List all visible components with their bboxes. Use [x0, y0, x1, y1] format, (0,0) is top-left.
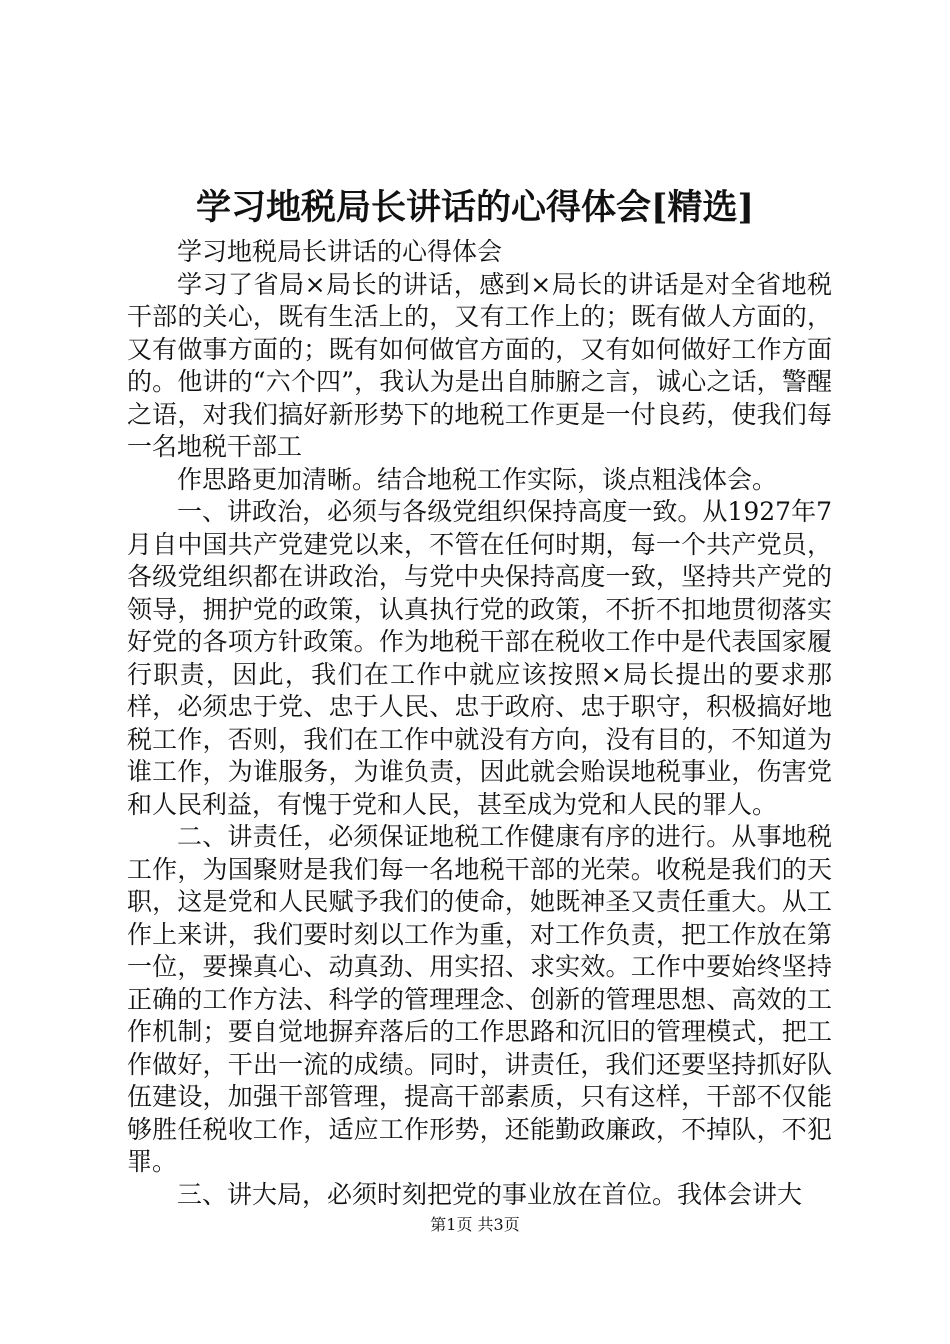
page-number-footer: 第1页 共3页	[430, 1215, 520, 1234]
paragraph-intro-continued: 作思路更加清晰。结合地税工作实际，谈点粗浅体会。	[177, 464, 778, 494]
document-body	[127, 236, 832, 1211]
document-title: 学习地税局长讲话的心得体会[精选]	[195, 187, 755, 228]
paragraph-politics: 一、讲政治，必须与各级党组织保持高度一致。从1927年7月自中国共产党建党以来，不管在任何时期，每一个共产党员，各级党组织都在讲政治，与党中央保持高度一致，坚持共产党的领导，拥护党的政策，认真执行党的政策，不折不扣地贯彻落实好党的各项方针政策。作为地税干部在税收工作中是代表国家履行职责，因此，我们在工作中就应该按照×局长提出的要求那样，必须忠于党、忠于人民、忠于政府、忠于职守，积极搞好地税工作，否则，我们在工作中就没有方向，没有目的，不知道为谁工作，为谁服务，为谁负责，因此就会贻误地税事业，伤害党和人民利益，有愧于党和人民，甚至成为党和人民的罪人。	[127, 497, 832, 819]
paragraph-subtitle: 学习地税局长讲话的心得体会	[177, 237, 503, 266]
paragraph-big-picture: 三、讲大局，必须时刻把党的事业放在首位。我体会讲大	[177, 1179, 803, 1209]
paragraph-intro: 学习了省局×局长的讲话，感到×局长的讲话是对全省地税干部的关心，既有生活上的，又有工作上的；既有做人方面的，又有做事方面的；既有如何做官方面的，又有如何做好工作方面的。他讲的“六个四”，我认为是出自肺腑之言，诚心之话，警醒之语，对我们搞好新形势下的地税工作更是一付良药，使我们每一名地税干部工	[127, 269, 832, 461]
paragraph-responsibility: 二、讲责任，必须保证地税工作健康有序的进行。从事地税工作，为国聚财是我们每一名地税干部的光荣。收税是我们的天职，这是党和人民赋予我们的使命，她既神圣又责任重大。从工作上来讲，我们要时刻以工作为重，对工作负责，把工作放在第一位，要操真心、动真劲、用实招、求实效。工作中要始终坚持正确的工作方法、科学的管理理念、创新的管理思想、高效的工作机制；要自觉地摒弃落后的工作思路和沉旧的管理模式，把工作做好，干出一流的成绩。同时，讲责任，我们还要坚持抓好队伍建设，加强干部管理，提高干部素质，只有这样，干部不仅能够胜任税收工作，适应工作形势，还能勤政廉政，不掉队，不犯罪。	[127, 822, 832, 1176]
